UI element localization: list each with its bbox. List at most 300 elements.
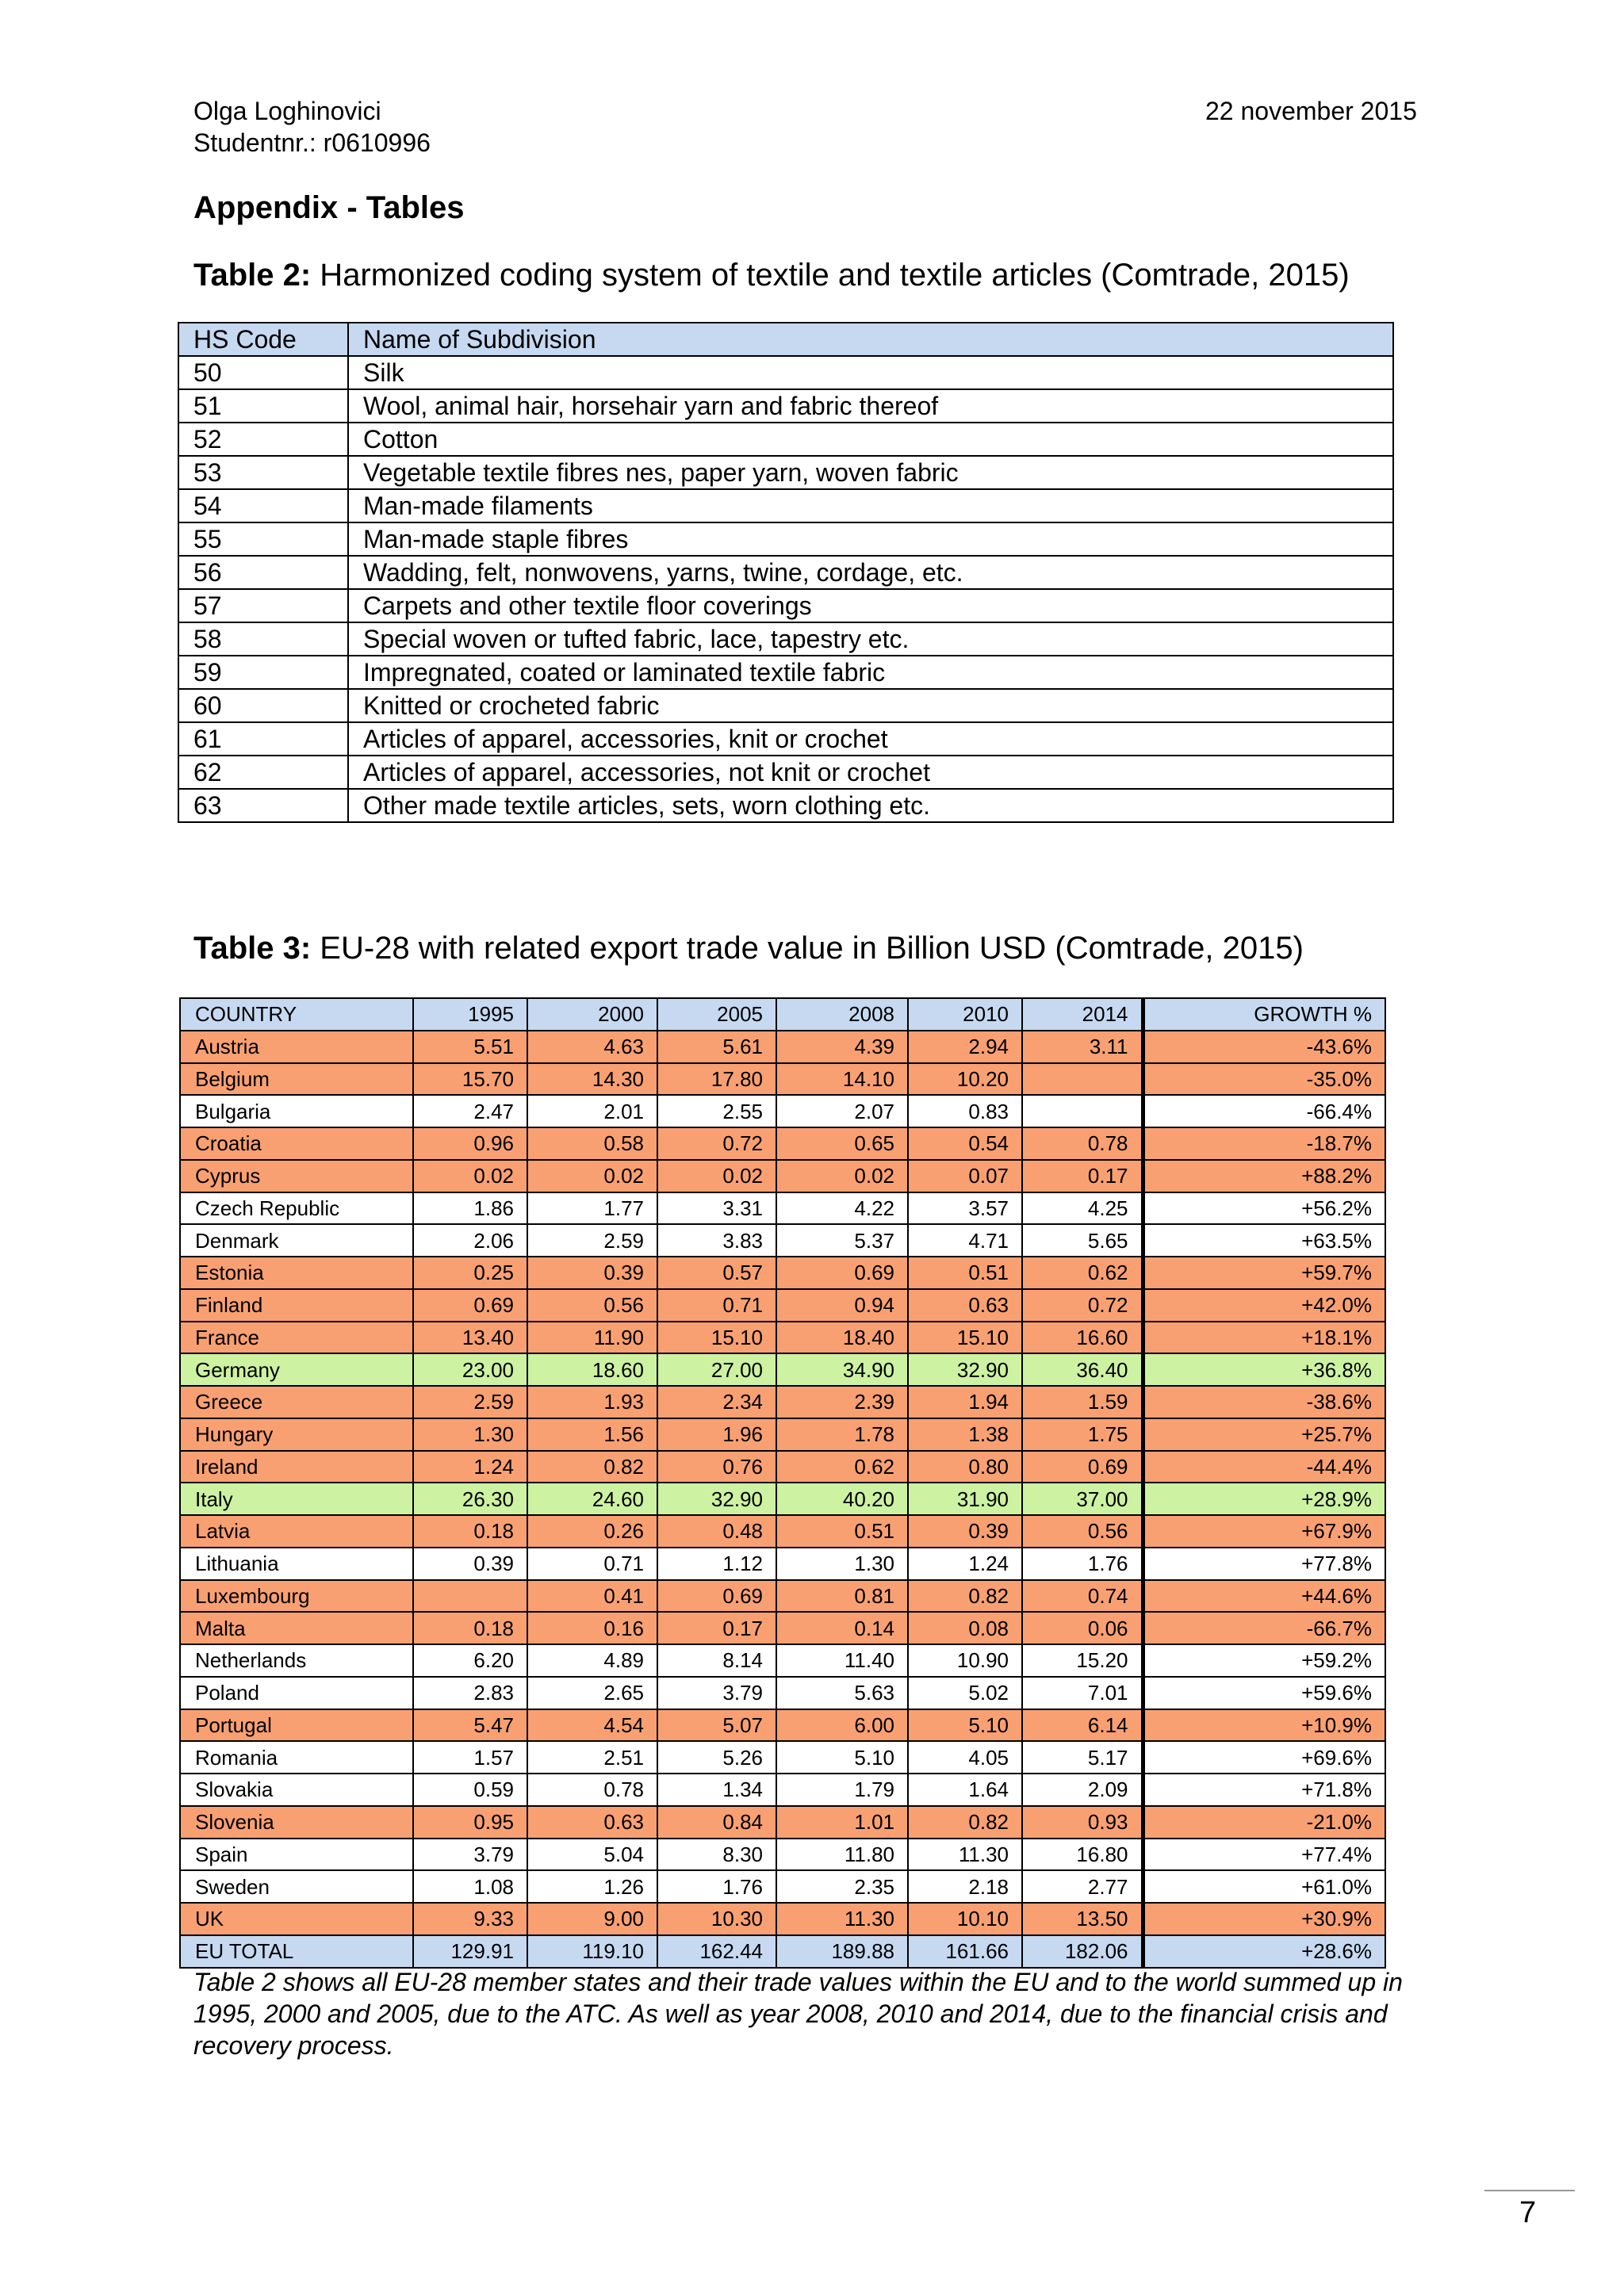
growth-cell: +71.8% [1143,1774,1385,1806]
table3-row [180,1418,1385,1451]
country-cell: Portugal [180,1709,413,1742]
growth-cell: +59.6% [1143,1677,1385,1709]
table3-row [180,1257,1385,1289]
subdivision-name-cell: Articles of apparel, accessories, not knit or crochet [348,756,1393,789]
value-2008-cell: 1.01 [776,1806,908,1839]
value-2010-cell: 0.83 [908,1095,1022,1127]
value-2000-cell: 0.82 [527,1451,657,1483]
value-2008-cell: 1.78 [776,1418,908,1451]
table3-row [180,1031,1385,1063]
value-1995-cell: 6.20 [413,1644,527,1677]
growth-cell: -18.7% [1143,1127,1385,1160]
table3-row [180,1289,1385,1322]
value-2014-cell: 6.14 [1022,1709,1143,1742]
value-2000-cell: 1.77 [527,1192,657,1225]
value-2008-cell: 0.69 [776,1257,908,1289]
hs-code-cell: 54 [178,489,348,522]
value-2005-cell: 1.76 [657,1870,776,1903]
subdivision-name-cell: Special woven or tufted fabric, lace, tapestry etc. [348,622,1393,656]
value-2008-cell: 189.88 [776,1935,908,1968]
table3-row [180,1160,1385,1192]
table3-row [180,1870,1385,1903]
value-2000-cell: 0.41 [527,1580,657,1613]
value-2014-cell: 1.76 [1022,1548,1143,1580]
value-2000-cell: 0.71 [527,1548,657,1580]
table2-row [178,656,1393,689]
growth-cell: +59.2% [1143,1644,1385,1677]
value-2014-cell: 16.60 [1022,1322,1143,1354]
value-2010-cell: 0.54 [908,1127,1022,1160]
growth-cell: +25.7% [1143,1418,1385,1451]
table2-header-row [178,323,1393,356]
value-2008-cell: 6.00 [776,1709,908,1742]
country-cell: Slovakia [180,1774,413,1806]
value-2014-cell: 1.59 [1022,1386,1143,1418]
growth-cell: +77.8% [1143,1548,1385,1580]
value-2005-cell: 0.84 [657,1806,776,1839]
table3-row [180,1774,1385,1806]
value-2005-cell: 17.80 [657,1063,776,1096]
value-2010-cell: 161.66 [908,1935,1022,1968]
table2-row [178,756,1393,789]
student-number: Studentnr.: r0610996 [193,128,431,157]
table3-header-row [180,998,1385,1031]
table3-row [180,1677,1385,1709]
value-2010-cell: 10.10 [908,1903,1022,1935]
table2-row [178,689,1393,722]
value-2000-cell: 5.04 [527,1839,657,1871]
value-2000-cell: 0.63 [527,1806,657,1839]
value-1995-cell: 129.91 [413,1935,527,1968]
table3-row [180,1063,1385,1096]
country-cell: Latvia [180,1515,413,1548]
value-2005-cell: 0.72 [657,1127,776,1160]
table2-row [178,489,1393,522]
hs-code-table [178,322,1394,823]
subdivision-name-cell: Carpets and other textile floor coverings [348,589,1393,622]
growth-cell: +67.9% [1143,1515,1385,1548]
subdivision-name-cell: Wadding, felt, nonwovens, yarns, twine, cordage, etc. [348,556,1393,589]
header-date: 22 november 2015 [1205,97,1417,125]
country-cell: Denmark [180,1224,413,1257]
country-cell: Malta [180,1612,413,1644]
table2-title: Harmonized coding system of textile and textile articles (Comtrade, 2015) [311,258,1350,293]
value-2005-cell: 5.07 [657,1709,776,1742]
value-1995-cell [413,1580,527,1613]
growth-cell: +61.0% [1143,1870,1385,1903]
table3-title: EU-28 with related export trade value in Billion USD (Comtrade, 2015) [311,931,1304,966]
hs-code-cell: 59 [178,656,348,689]
table2-caption [193,258,1350,293]
hs-code-cell: 51 [178,389,348,423]
value-2005-cell: 0.02 [657,1160,776,1192]
country-cell: Austria [180,1031,413,1063]
value-2000-cell: 9.00 [527,1903,657,1935]
table3-row [180,1580,1385,1613]
value-1995-cell: 15.70 [413,1063,527,1096]
table3-caption [193,931,1304,966]
value-2000-cell: 119.10 [527,1935,657,1968]
subdivision-name-cell: Knitted or crocheted fabric [348,689,1393,722]
table2-row [178,389,1393,423]
value-2008-cell: 0.65 [776,1127,908,1160]
table3-row [180,1741,1385,1774]
value-2000-cell: 4.63 [527,1031,657,1063]
value-1995-cell: 5.47 [413,1709,527,1742]
value-2014-cell: 0.06 [1022,1612,1143,1644]
value-2010-cell: 5.10 [908,1709,1022,1742]
value-2010-cell: 32.90 [908,1353,1022,1386]
hs-code-cell: 61 [178,722,348,756]
country-cell: Germany [180,1353,413,1386]
growth-cell: +18.1% [1143,1322,1385,1354]
value-2010-cell: 4.05 [908,1741,1022,1774]
value-2010-cell: 11.30 [908,1839,1022,1871]
value-2005-cell: 0.69 [657,1580,776,1613]
growth-cell: -35.0% [1143,1063,1385,1096]
hs-code-cell: 50 [178,356,348,389]
value-2008-cell: 0.14 [776,1612,908,1644]
value-1995-cell: 2.59 [413,1386,527,1418]
country-cell: Lithuania [180,1548,413,1580]
country-cell: Romania [180,1741,413,1774]
country-cell: Finland [180,1289,413,1322]
table2-label: Table 2: [193,258,312,293]
growth-cell: +44.6% [1143,1580,1385,1613]
value-2008-cell: 5.10 [776,1741,908,1774]
table3-row [180,1192,1385,1225]
country-cell: Estonia [180,1257,413,1289]
value-2014-cell: 5.65 [1022,1224,1143,1257]
value-2014-cell: 13.50 [1022,1903,1143,1935]
value-2008-cell: 4.39 [776,1031,908,1063]
country-cell: Czech Republic [180,1192,413,1225]
value-2005-cell: 8.30 [657,1839,776,1871]
country-cell: Hungary [180,1418,413,1451]
table2-row [178,722,1393,756]
value-1995-cell: 1.08 [413,1870,527,1903]
country-cell: France [180,1322,413,1354]
value-1995-cell: 0.39 [413,1548,527,1580]
growth-cell: -43.6% [1143,1031,1385,1063]
table3-row [180,1353,1385,1386]
growth-cell: +30.9% [1143,1903,1385,1935]
value-2010-cell: 3.57 [908,1192,1022,1225]
hs-code-cell: 60 [178,689,348,722]
value-2005-cell: 0.71 [657,1289,776,1322]
value-1995-cell: 9.33 [413,1903,527,1935]
value-2005-cell: 32.90 [657,1483,776,1515]
value-2014-cell: 37.00 [1022,1483,1143,1515]
value-2000-cell: 0.58 [527,1127,657,1160]
value-2014-cell: 0.74 [1022,1580,1143,1613]
value-2005-cell: 3.83 [657,1224,776,1257]
value-2000-cell: 4.54 [527,1709,657,1742]
value-2005-cell: 1.96 [657,1418,776,1451]
value-2008-cell: 5.63 [776,1677,908,1709]
country-cell: Croatia [180,1127,413,1160]
value-2014-cell: 0.78 [1022,1127,1143,1160]
table3-header-value-2008-cell: 2008 [776,998,908,1031]
value-2014-cell: 0.93 [1022,1806,1143,1839]
value-1995-cell: 0.95 [413,1806,527,1839]
value-2010-cell: 1.64 [908,1774,1022,1806]
value-2005-cell: 10.30 [657,1903,776,1935]
value-2010-cell: 0.82 [908,1806,1022,1839]
value-2014-cell: 7.01 [1022,1677,1143,1709]
value-1995-cell: 23.00 [413,1353,527,1386]
country-cell: EU TOTAL [180,1935,413,1968]
table3-header-value-2005-cell: 2005 [657,998,776,1031]
value-2008-cell: 0.94 [776,1289,908,1322]
value-2005-cell: 3.79 [657,1677,776,1709]
country-cell: Spain [180,1839,413,1871]
value-1995-cell: 0.25 [413,1257,527,1289]
table2-row [178,622,1393,656]
value-2014-cell: 3.11 [1022,1031,1143,1063]
value-2000-cell: 11.90 [527,1322,657,1354]
value-2000-cell: 0.26 [527,1515,657,1548]
appendix-title: Appendix - Tables [193,190,465,225]
value-2008-cell: 34.90 [776,1353,908,1386]
value-2000-cell: 2.59 [527,1224,657,1257]
value-2014-cell: 0.69 [1022,1451,1143,1483]
value-2000-cell: 14.30 [527,1063,657,1096]
author-name: Olga Loghinovici [193,97,381,125]
table2-row [178,556,1393,589]
value-2005-cell: 0.48 [657,1515,776,1548]
value-2000-cell: 1.26 [527,1870,657,1903]
value-2000-cell: 2.01 [527,1095,657,1127]
table3-row [180,1127,1385,1160]
value-2010-cell: 1.38 [908,1418,1022,1451]
value-1995-cell: 1.30 [413,1418,527,1451]
table3-label: Table 3: [193,931,312,966]
value-2008-cell: 0.02 [776,1160,908,1192]
value-1995-cell: 0.02 [413,1160,527,1192]
value-2010-cell: 10.90 [908,1644,1022,1677]
value-2014-cell: 2.09 [1022,1774,1143,1806]
country-cell: UK [180,1903,413,1935]
growth-cell: +36.8% [1143,1353,1385,1386]
value-1995-cell: 1.57 [413,1741,527,1774]
value-2008-cell: 4.22 [776,1192,908,1225]
value-2010-cell: 0.08 [908,1612,1022,1644]
value-2010-cell: 0.80 [908,1451,1022,1483]
value-2014-cell: 36.40 [1022,1353,1143,1386]
table3-row [180,1935,1385,1968]
hs-code-cell: 58 [178,622,348,656]
table3-row [180,1095,1385,1127]
value-2008-cell: 18.40 [776,1322,908,1354]
table2-row [178,789,1393,822]
hs-code-cell: 62 [178,756,348,789]
value-2010-cell: 0.63 [908,1289,1022,1322]
eu-export-table [179,997,1386,1969]
country-cell: Greece [180,1386,413,1418]
growth-cell: -21.0% [1143,1806,1385,1839]
table3-row [180,1386,1385,1418]
subdivision-name-cell: Impregnated, coated or laminated textile fabric [348,656,1393,689]
table3-header-country-cell: COUNTRY [180,998,413,1031]
growth-cell: +69.6% [1143,1741,1385,1774]
growth-cell: -66.4% [1143,1095,1385,1127]
value-2014-cell: 0.56 [1022,1515,1143,1548]
value-2014-cell: 1.75 [1022,1418,1143,1451]
table3-header-value-2010-cell: 2010 [908,998,1022,1031]
value-2010-cell: 31.90 [908,1483,1022,1515]
table2-row [178,423,1393,456]
table2-row [178,356,1393,389]
table3-row [180,1612,1385,1644]
value-2014-cell: 0.17 [1022,1160,1143,1192]
table3-row [180,1322,1385,1354]
value-2010-cell: 2.94 [908,1031,1022,1063]
value-2010-cell: 1.94 [908,1386,1022,1418]
table3-header-growth-cell: GROWTH % [1143,998,1385,1031]
value-2005-cell: 15.10 [657,1322,776,1354]
value-2008-cell: 0.81 [776,1580,908,1613]
growth-cell: +28.6% [1143,1935,1385,1968]
table3-row [180,1644,1385,1677]
value-2010-cell: 15.10 [908,1322,1022,1354]
table3-row [180,1839,1385,1871]
country-cell: Italy [180,1483,413,1515]
value-2014-cell: 2.77 [1022,1870,1143,1903]
value-2014-cell [1022,1063,1143,1096]
value-2014-cell: 0.62 [1022,1257,1143,1289]
value-2000-cell: 0.16 [527,1612,657,1644]
page-number-rule [1484,2190,1575,2191]
value-2005-cell: 27.00 [657,1353,776,1386]
value-1995-cell: 2.83 [413,1677,527,1709]
value-2010-cell: 4.71 [908,1224,1022,1257]
table3-header-value-2000-cell: 2000 [527,998,657,1031]
table2-row [178,456,1393,489]
country-cell: Belgium [180,1063,413,1096]
table3-row [180,1515,1385,1548]
value-2005-cell: 3.31 [657,1192,776,1225]
hs-code-cell: 53 [178,456,348,489]
growth-cell: +77.4% [1143,1839,1385,1871]
country-cell: Sweden [180,1870,413,1903]
value-2014-cell: 5.17 [1022,1741,1143,1774]
value-1995-cell: 26.30 [413,1483,527,1515]
value-1995-cell: 0.18 [413,1515,527,1548]
value-2008-cell: 0.51 [776,1515,908,1548]
value-2000-cell: 2.51 [527,1741,657,1774]
table2-row [178,522,1393,556]
growth-cell: +42.0% [1143,1289,1385,1322]
value-2014-cell: 4.25 [1022,1192,1143,1225]
value-2010-cell: 10.20 [908,1063,1022,1096]
table3-header-value-2014-cell: 2014 [1022,998,1143,1031]
value-2005-cell: 0.17 [657,1612,776,1644]
hs-code-cell: 63 [178,789,348,822]
value-2000-cell: 0.78 [527,1774,657,1806]
value-2000-cell: 2.65 [527,1677,657,1709]
value-2008-cell: 1.79 [776,1774,908,1806]
growth-cell: +56.2% [1143,1192,1385,1225]
country-cell: Poland [180,1677,413,1709]
table3-header-value-1995-cell: 1995 [413,998,527,1031]
table2-header-hs-code: HS Code [178,323,348,356]
table3-row [180,1224,1385,1257]
country-cell: Bulgaria [180,1095,413,1127]
value-2000-cell: 0.56 [527,1289,657,1322]
value-2008-cell: 11.30 [776,1903,908,1935]
growth-cell: +59.7% [1143,1257,1385,1289]
value-1995-cell: 0.69 [413,1289,527,1322]
value-2010-cell: 2.18 [908,1870,1022,1903]
country-cell: Netherlands [180,1644,413,1677]
value-2005-cell: 2.55 [657,1095,776,1127]
value-2010-cell: 0.07 [908,1160,1022,1192]
subdivision-name-cell: Articles of apparel, accessories, knit or crochet [348,722,1393,756]
value-2008-cell: 5.37 [776,1224,908,1257]
value-2010-cell: 0.39 [908,1515,1022,1548]
value-2008-cell: 14.10 [776,1063,908,1096]
value-2000-cell: 0.02 [527,1160,657,1192]
value-2000-cell: 1.56 [527,1418,657,1451]
table-note: Table 2 shows all EU-28 member states and their trade values within the EU and to the world summed up in 1995, 2000 and 2005, due to the ATC. As well as year 2008, 2010 and 2014, due to the financial crisis and recovery process. [193,1968,1403,2060]
hs-code-cell: 57 [178,589,348,622]
table3-row [180,1709,1385,1742]
value-1995-cell: 2.47 [413,1095,527,1127]
value-2010-cell: 5.02 [908,1677,1022,1709]
value-2000-cell: 18.60 [527,1353,657,1386]
value-2008-cell: 2.07 [776,1095,908,1127]
value-1995-cell: 13.40 [413,1322,527,1354]
value-2005-cell: 1.12 [657,1548,776,1580]
value-2010-cell: 0.51 [908,1257,1022,1289]
subdivision-name-cell: Wool, animal hair, horsehair yarn and fabric thereof [348,389,1393,423]
growth-cell: -66.7% [1143,1612,1385,1644]
table2-header-name: Name of Subdivision [348,323,1393,356]
value-2005-cell: 2.34 [657,1386,776,1418]
table3-row [180,1483,1385,1515]
value-2010-cell: 0.82 [908,1580,1022,1613]
value-1995-cell: 1.86 [413,1192,527,1225]
value-2014-cell: 15.20 [1022,1644,1143,1677]
value-2008-cell: 2.39 [776,1386,908,1418]
value-2014-cell: 0.72 [1022,1289,1143,1322]
value-1995-cell: 0.59 [413,1774,527,1806]
value-2005-cell: 8.14 [657,1644,776,1677]
growth-cell: +10.9% [1143,1709,1385,1742]
value-1995-cell: 3.79 [413,1839,527,1871]
value-2000-cell: 1.93 [527,1386,657,1418]
value-1995-cell: 0.96 [413,1127,527,1160]
value-2005-cell: 5.61 [657,1031,776,1063]
table3-row [180,1806,1385,1839]
value-2008-cell: 40.20 [776,1483,908,1515]
value-2014-cell [1022,1095,1143,1127]
table3-row [180,1548,1385,1580]
subdivision-name-cell: Other made textile articles, sets, worn clothing etc. [348,789,1393,822]
country-cell: Cyprus [180,1160,413,1192]
subdivision-name-cell: Man-made filaments [348,489,1393,522]
value-2014-cell: 182.06 [1022,1935,1143,1968]
value-2008-cell: 11.80 [776,1839,908,1871]
country-cell: Luxembourg [180,1580,413,1613]
hs-code-cell: 52 [178,423,348,456]
country-cell: Ireland [180,1451,413,1483]
value-2000-cell: 0.39 [527,1257,657,1289]
table3-row [180,1903,1385,1935]
value-2005-cell: 162.44 [657,1935,776,1968]
hs-code-cell: 55 [178,522,348,556]
